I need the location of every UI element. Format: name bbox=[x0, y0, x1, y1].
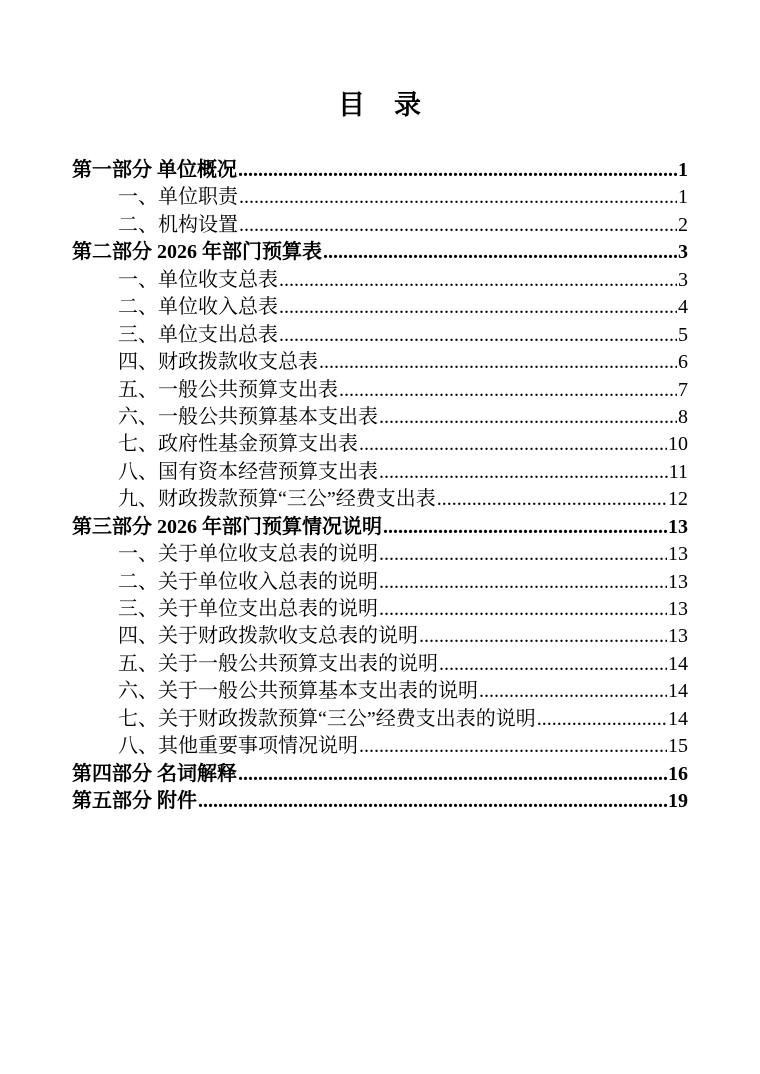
toc-dot-leader bbox=[379, 569, 667, 596]
toc-entry[interactable] bbox=[72, 184, 688, 211]
toc-entry-page: 2 bbox=[678, 213, 688, 236]
toc-entry-page: 7 bbox=[678, 378, 688, 401]
toc-entry-label[interactable]: 二、关于单位收入总表的说明 bbox=[118, 570, 378, 593]
toc-entry[interactable] bbox=[72, 322, 688, 349]
toc-entry-label[interactable]: 六、一般公共预算基本支出表 bbox=[118, 405, 378, 428]
toc-entry-page: 13 bbox=[668, 543, 688, 566]
toc-dot-leader bbox=[279, 267, 677, 294]
toc-dot-leader bbox=[323, 239, 677, 266]
toc-entry-label[interactable]: 一、单位职责 bbox=[118, 186, 238, 209]
toc-entry-page: 6 bbox=[678, 351, 688, 374]
toc-entry-page: 5 bbox=[678, 323, 688, 346]
toc-entry-label[interactable]: 第四部分 名词解释 bbox=[72, 762, 237, 785]
toc-entry-label[interactable]: 第一部分 单位概况 bbox=[72, 159, 237, 181]
toc-entry-label[interactable]: 五、一般公共预算支出表 bbox=[118, 378, 338, 401]
toc-entry[interactable] bbox=[72, 788, 688, 815]
toc-dot-leader bbox=[279, 294, 677, 321]
toc-dot-leader bbox=[198, 788, 667, 815]
toc-entry[interactable] bbox=[72, 733, 688, 760]
toc-entry[interactable] bbox=[72, 349, 688, 376]
toc-entry[interactable] bbox=[72, 514, 688, 541]
toc-dot-leader bbox=[479, 678, 667, 705]
toc-dot-leader bbox=[379, 541, 667, 568]
toc-entry-label[interactable]: 四、财政拨款收支总表 bbox=[118, 351, 318, 374]
toc-entry-page: 13 bbox=[668, 625, 688, 648]
toc-entry-label[interactable]: 七、关于财政拨款预算“三公”经费支出表的说明 bbox=[118, 707, 536, 730]
toc-entry-label[interactable]: 四、关于财政拨款收支总表的说明 bbox=[118, 625, 418, 648]
toc-entry-page: 1 bbox=[678, 186, 688, 209]
toc-dot-leader bbox=[279, 322, 677, 349]
toc-dot-leader bbox=[379, 596, 667, 623]
toc-entry-label[interactable]: 三、单位支出总表 bbox=[118, 323, 278, 346]
toc-entry[interactable] bbox=[72, 294, 688, 321]
toc-entry-label[interactable]: 七、政府性基金预算支出表 bbox=[118, 433, 358, 456]
toc-entry-label[interactable]: 五、关于一般公共预算支出表的说明 bbox=[118, 652, 438, 675]
toc-entry-page: 13 bbox=[668, 598, 688, 620]
toc-entry[interactable] bbox=[72, 541, 688, 568]
toc-dot-leader bbox=[359, 733, 667, 760]
toc-entry-page: 16 bbox=[668, 762, 688, 785]
toc-dot-leader bbox=[537, 706, 667, 733]
toc-entry-label[interactable]: 一、单位收支总表 bbox=[118, 268, 278, 291]
toc-dot-leader bbox=[239, 212, 677, 239]
toc-dot-leader bbox=[239, 184, 677, 211]
toc-entry[interactable] bbox=[72, 404, 688, 431]
toc-entry[interactable] bbox=[72, 377, 688, 404]
toc-dot-leader bbox=[319, 349, 677, 376]
toc-entry-page: 14 bbox=[668, 680, 688, 703]
toc-entry-page: 3 bbox=[678, 241, 688, 264]
toc-dot-leader bbox=[339, 377, 677, 404]
toc-entry[interactable] bbox=[72, 678, 688, 705]
toc-entry-label[interactable]: 八、国有资本经营预算支出表 bbox=[118, 460, 378, 483]
toc-entry-page: 13 bbox=[668, 515, 688, 538]
toc-entry[interactable] bbox=[72, 267, 688, 294]
toc-entry[interactable] bbox=[72, 157, 688, 184]
toc-entry-label[interactable]: 第二部分 2026 年部门预算表 bbox=[72, 241, 322, 264]
toc-entry-page: 3 bbox=[678, 268, 688, 291]
toc-entry-page: 14 bbox=[668, 652, 688, 675]
toc-entry-label[interactable]: 一、关于单位收支总表的说明 bbox=[118, 543, 378, 566]
toc-entry-label[interactable]: 六、关于一般公共预算基本支出表的说明 bbox=[118, 680, 478, 703]
toc-entry-label[interactable]: 九、财政拨款预算“三公”经费支出表 bbox=[118, 488, 436, 511]
toc-entry[interactable] bbox=[72, 596, 688, 623]
toc-dot-leader bbox=[359, 431, 667, 458]
toc-entry-label[interactable]: 三、关于单位支出总表的说明 bbox=[118, 598, 378, 620]
toc-entry[interactable] bbox=[72, 623, 688, 650]
toc-entry-page: 15 bbox=[668, 735, 688, 758]
toc-entry-page: 14 bbox=[668, 707, 688, 730]
toc-dot-leader bbox=[437, 486, 667, 513]
toc-entry-label[interactable]: 二、机构设置 bbox=[118, 213, 238, 236]
toc-list bbox=[72, 157, 688, 816]
toc-entry-page: 13 bbox=[668, 570, 688, 593]
toc-entry[interactable] bbox=[72, 459, 688, 486]
toc-entry[interactable] bbox=[72, 239, 688, 266]
toc-entry[interactable] bbox=[72, 761, 688, 788]
toc-entry[interactable] bbox=[72, 486, 688, 513]
toc-entry-page: 12 bbox=[668, 488, 688, 511]
toc-entry-page: 1 bbox=[678, 159, 688, 181]
toc-entry-label[interactable]: 八、其他重要事项情况说明 bbox=[118, 735, 358, 758]
toc-dot-leader bbox=[379, 459, 668, 486]
toc-entry-label[interactable]: 二、单位收入总表 bbox=[118, 296, 278, 319]
toc-entry-page: 4 bbox=[678, 296, 688, 319]
toc-entry[interactable] bbox=[72, 651, 688, 678]
toc-dot-leader bbox=[238, 761, 667, 788]
toc-dot-leader bbox=[383, 514, 667, 541]
toc-entry-label[interactable]: 第三部分 2026 年部门预算情况说明 bbox=[72, 515, 382, 538]
toc-entry-page: 19 bbox=[668, 790, 688, 813]
toc-entry[interactable] bbox=[72, 706, 688, 733]
toc-entry[interactable] bbox=[72, 431, 688, 458]
toc-dot-leader bbox=[238, 157, 677, 184]
toc-dot-leader bbox=[439, 651, 667, 678]
toc-dot-leader bbox=[379, 404, 677, 431]
toc-entry-label[interactable]: 第五部分 附件 bbox=[72, 790, 197, 813]
toc-dot-leader bbox=[419, 623, 667, 650]
toc-entry[interactable] bbox=[72, 569, 688, 596]
toc-entry-page: 11 bbox=[668, 460, 688, 483]
toc-entry-page: 8 bbox=[678, 405, 688, 428]
toc-entry[interactable] bbox=[72, 212, 688, 239]
toc-entry-page: 10 bbox=[668, 433, 688, 456]
page-title: 目 录 bbox=[338, 90, 422, 120]
